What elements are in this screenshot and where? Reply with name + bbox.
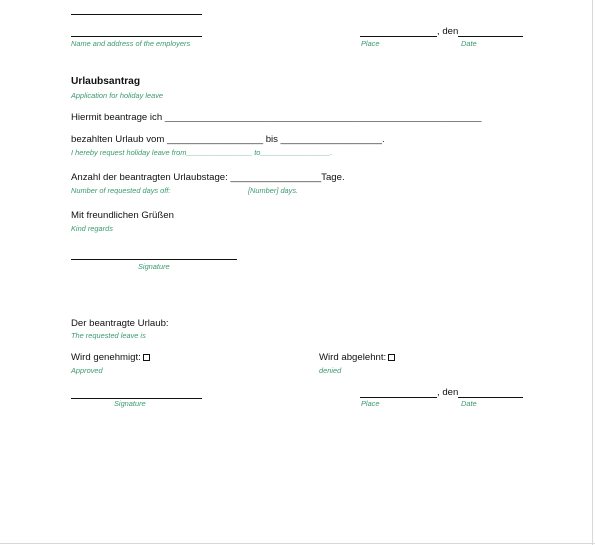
approved-checkbox[interactable] xyxy=(143,354,150,361)
employer-top-line xyxy=(71,14,202,15)
days-caption: Number of requested days off: xyxy=(71,186,171,195)
date-caption-top: Date xyxy=(461,39,477,48)
signature-caption-2: Signature xyxy=(114,399,146,408)
decision-caption: The requested leave is xyxy=(71,331,146,340)
request-line-1 xyxy=(71,112,482,123)
denied-caption: denied xyxy=(319,366,342,375)
den-label-top: , den xyxy=(437,26,459,37)
date-caption-bottom: Date xyxy=(461,399,477,408)
request-line-2-en: I hereby request holiday leave from________________ to_________________. xyxy=(71,148,333,157)
place-caption-top: Place xyxy=(361,39,380,48)
denied-checkbox[interactable] xyxy=(388,354,395,361)
date-line-bottom xyxy=(458,397,523,398)
signature-line-1 xyxy=(71,259,237,260)
regards-text: Mit freundlichen Grüßen xyxy=(71,210,174,221)
document-title: Urlaubsantrag xyxy=(71,76,141,87)
denied-row xyxy=(319,352,395,363)
approved-caption: Approved xyxy=(71,366,103,375)
page-bottom-edge xyxy=(0,543,595,544)
days-number-caption: [Number] days. xyxy=(248,186,299,195)
regards-caption: Kind regards xyxy=(71,224,113,233)
place-line-top xyxy=(360,36,437,37)
request-text-1: Hiermit beantrage ich xyxy=(71,112,165,123)
date-line-top xyxy=(458,36,523,37)
denied-label: Wird abgelehnt: xyxy=(319,352,387,363)
signature-caption-1: Signature xyxy=(138,262,170,271)
employer-caption: Name and address of the employers xyxy=(71,39,191,48)
employer-address-line xyxy=(71,36,202,37)
place-line-bottom xyxy=(360,397,437,398)
page-right-edge xyxy=(592,0,593,545)
decision-title: Der beantragte Urlaub: xyxy=(71,318,169,329)
approved-row xyxy=(71,352,150,363)
request-line-2: bezahlten Urlaub vom __________________ bis ___________________. xyxy=(71,134,385,145)
days-line: Anzahl der beantragten Urlaubstage: _________________Tage. xyxy=(71,172,345,183)
place-caption-bottom: Place xyxy=(361,399,380,408)
den-label-bottom: , den xyxy=(437,387,459,398)
approved-label: Wird genehmigt: xyxy=(71,352,141,363)
document-subtitle: Application for holiday leave xyxy=(71,91,164,100)
request-name-blank: ____________________________________________________________________ xyxy=(164,112,482,122)
